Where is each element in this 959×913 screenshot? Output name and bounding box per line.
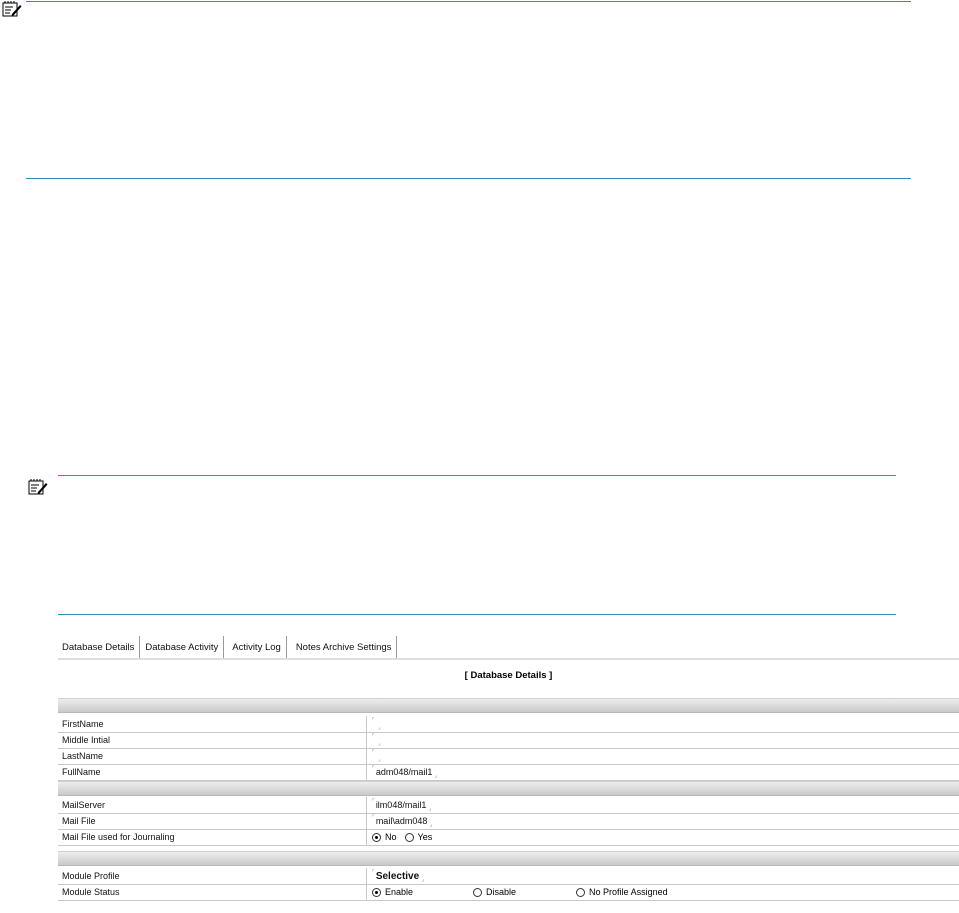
field-label: Mail File used for Journaling bbox=[62, 832, 175, 842]
note-top-rule bbox=[58, 475, 896, 476]
note-bottom-rule bbox=[26, 178, 911, 179]
tab-underline bbox=[58, 658, 959, 660]
full-name-field[interactable]: ⌜ adm048/mail1 ⌟ bbox=[372, 765, 438, 779]
field-row-journaling bbox=[58, 829, 959, 846]
tab-notes-archive-settings[interactable]: Notes Archive Settings bbox=[287, 636, 398, 658]
note-bottom-rule bbox=[58, 614, 896, 615]
field-row-full-name bbox=[58, 764, 959, 781]
header-band bbox=[58, 698, 959, 713]
module-status-enable-radio[interactable]: Enable bbox=[372, 887, 413, 897]
middle-initial-field[interactable]: ⌜ ⌟ bbox=[372, 733, 381, 747]
tab-database-details[interactable]: Database Details bbox=[58, 636, 140, 658]
field-label: FullName bbox=[62, 767, 101, 777]
field-row-last-name bbox=[58, 748, 959, 765]
field-row-mail-server bbox=[58, 797, 959, 814]
field-label: Module Status bbox=[62, 887, 120, 897]
module-status-no-profile-radio[interactable]: No Profile Assigned bbox=[576, 887, 668, 897]
module-profile-field[interactable]: ⌜ Selective ⌟ bbox=[372, 869, 424, 883]
field-row-module-status bbox=[58, 884, 959, 901]
note-icon bbox=[28, 478, 48, 496]
tab-database-activity[interactable]: Database Activity bbox=[140, 636, 224, 658]
section-band bbox=[58, 851, 959, 866]
journaling-no-radio[interactable]: No bbox=[372, 832, 397, 842]
note-icon bbox=[2, 0, 22, 18]
section-title: [ Database Details ] bbox=[464, 670, 553, 681]
tab-bar bbox=[58, 636, 397, 658]
field-row-middle-initial bbox=[58, 732, 959, 749]
field-label: Middle Intial bbox=[62, 735, 111, 745]
field-label: MailServer bbox=[62, 800, 106, 810]
database-details-screenshot bbox=[58, 632, 959, 913]
tab-activity-log[interactable]: Activity Log bbox=[224, 636, 287, 658]
journaling-yes-radio[interactable]: Yes bbox=[405, 832, 433, 842]
field-label: FirstName bbox=[62, 719, 104, 729]
section-band bbox=[58, 781, 959, 796]
field-row-mail-file bbox=[58, 813, 959, 830]
field-label: Mail File bbox=[62, 816, 96, 826]
field-label: LastName bbox=[62, 751, 104, 761]
note-top-rule bbox=[26, 1, 911, 2]
field-label: Module Profile bbox=[62, 871, 120, 881]
mail-file-field[interactable]: ⌜ mail\adm048 ⌟ bbox=[372, 814, 433, 828]
mail-server-field[interactable]: ⌜ ilm048/mail1 ⌟ bbox=[372, 798, 432, 812]
last-name-field[interactable]: ⌜ ⌟ bbox=[372, 749, 381, 763]
field-row-first-name bbox=[58, 716, 959, 733]
first-name-field[interactable]: ⌜ ⌟ bbox=[372, 717, 381, 731]
field-row-module-profile bbox=[58, 868, 959, 885]
module-status-disable-radio[interactable]: Disable bbox=[473, 887, 516, 897]
